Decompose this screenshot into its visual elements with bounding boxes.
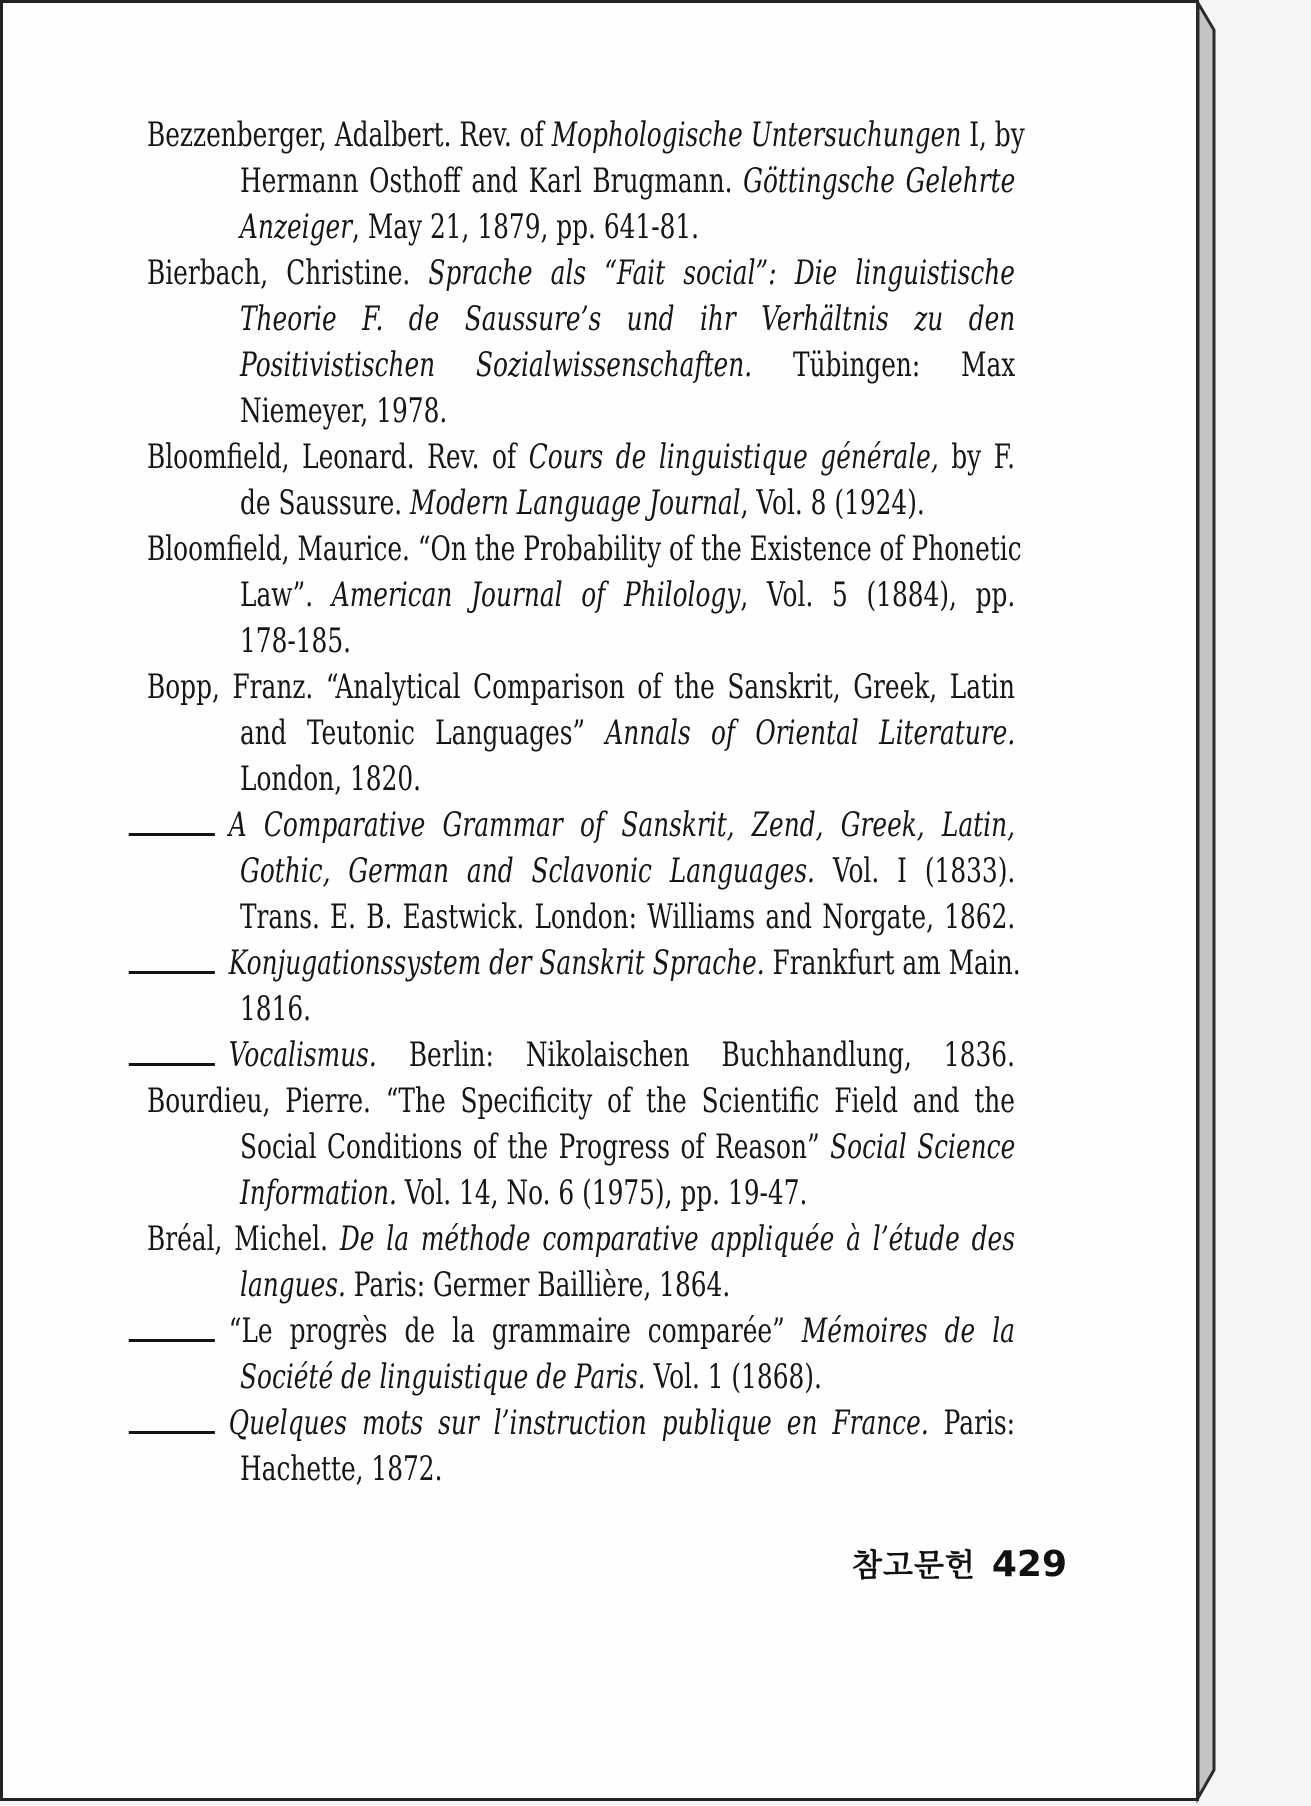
bib-text-segment: Bierbach, Christine.	[147, 253, 429, 293]
bib-text-segment: Gothic, German and Sclavonic Languages.	[240, 851, 815, 891]
bib-text-segment: Bopp, Franz. “Analytical Comparison of the Sanskrit, Greek, Latin	[147, 667, 1015, 707]
bib-entry	[147, 1078, 1015, 1216]
bib-entry	[147, 434, 1015, 526]
bib-line	[147, 664, 1015, 710]
bib-line	[240, 480, 1015, 526]
bib-text-segment: , May 21, 1879, pp. 641-81.	[352, 207, 700, 247]
bib-line	[147, 434, 1015, 480]
bib-entry	[147, 940, 1021, 1032]
bib-line	[240, 204, 1015, 250]
bib-text-segment: Konjugationssystem der Sanskrit Sprache.	[228, 943, 765, 983]
bib-text-segment: Berlin: Nikolaischen Buchhandlung, 1836.	[376, 1035, 1015, 1075]
bib-line	[240, 710, 1015, 756]
bib-line	[147, 1078, 1015, 1124]
same-author-dash	[129, 1431, 215, 1434]
bib-line	[147, 1032, 1015, 1078]
bib-entry	[147, 250, 1015, 434]
bib-entry	[147, 1216, 1015, 1308]
bibliography-list	[147, 112, 1025, 1492]
bib-text-segment: Mophologische Untersuchungen	[551, 115, 962, 155]
page-edge-stack	[1196, 0, 1222, 1806]
bib-entry	[147, 802, 1015, 940]
bib-line	[240, 158, 1015, 204]
bib-line	[240, 1354, 1015, 1400]
bib-text-segment: Vol. 14, No. 6 (1975), pp. 19-47.	[396, 1173, 808, 1213]
bib-text-segment: Social Science	[830, 1127, 1016, 1167]
bib-text-segment: 1816.	[240, 989, 312, 1029]
bib-text-segment: , Vol. 5 (1884), pp.	[740, 575, 1016, 615]
bib-text-segment: Anzeiger	[240, 207, 353, 247]
bib-text-segment: Paris: Germer Baillière, 1864.	[345, 1265, 731, 1305]
bib-text-segment: Bezzenberger, Adalbert. Rev. of	[147, 115, 552, 155]
bib-text-segment: “Le progrès de la grammaire comparée”	[228, 1311, 802, 1351]
bib-text-segment: American Journal of Philology	[331, 575, 741, 615]
bib-line	[240, 1446, 1015, 1492]
bib-text-segment: , Vol. 8 (1924).	[740, 483, 925, 523]
bib-text-segment: London, 1820.	[240, 759, 422, 799]
bib-line	[240, 894, 1015, 940]
bib-line	[240, 1262, 1015, 1308]
bib-text-segment: Hachette, 1872.	[240, 1449, 443, 1489]
bib-line	[240, 388, 1015, 434]
bib-text-segment: Vol. 1 (1868).	[645, 1357, 822, 1397]
bib-text-segment: Hermann Osthoff and Karl Brugmann.	[240, 161, 744, 201]
bib-text-segment: Annals of Oriental Literature.	[605, 713, 1016, 753]
bib-text-segment: de Saussure.	[240, 483, 411, 523]
bib-text-segment: Mémoires de la	[801, 1311, 1015, 1351]
bib-text-segment: 178-185.	[240, 621, 352, 661]
bib-text-segment: Niemeyer, 1978.	[240, 391, 448, 431]
bib-text-segment: Frankfurt am Main.	[764, 943, 1021, 983]
footer-page-number: 429	[991, 1544, 1067, 1585]
bib-text-segment: by F.	[938, 437, 1015, 477]
same-author-dash	[129, 833, 215, 836]
same-author-dash	[129, 971, 215, 974]
bib-line	[147, 940, 1021, 986]
bib-text-segment: Information.	[240, 1173, 397, 1213]
page-edge	[1198, 3, 1214, 1798]
bib-text-segment: I, by	[961, 115, 1025, 155]
bib-text-segment: Positivistischen Sozialwissenschaften.	[240, 345, 753, 385]
bib-line	[147, 802, 1015, 848]
bib-text-segment: Law”.	[240, 575, 332, 615]
bib-line	[240, 1170, 1015, 1216]
bib-line	[147, 250, 1015, 296]
bib-text-segment: Social Conditions of the Progress of Reason”	[240, 1127, 831, 1167]
bib-line	[147, 1400, 1015, 1446]
bib-text-segment: Vol. I (1833).	[814, 851, 1016, 891]
bib-text-segment: Paris:	[928, 1403, 1015, 1443]
same-author-dash	[129, 1339, 215, 1342]
bib-line	[240, 342, 1015, 388]
bib-text-segment: Bloomfield, Leonard. Rev. of	[147, 437, 529, 477]
bib-text-segment: Tübingen: Max	[752, 345, 1016, 385]
bib-line	[240, 572, 1015, 618]
bib-line	[147, 1216, 1015, 1262]
bib-entry	[147, 112, 1025, 250]
bib-text-segment: Bréal, Michel.	[147, 1219, 340, 1259]
bib-line	[147, 1308, 1015, 1354]
bib-text-segment: Cours de linguistique générale,	[528, 437, 939, 477]
bib-entry	[147, 1308, 1015, 1400]
bib-entry	[147, 1400, 1015, 1492]
bib-line	[147, 526, 1022, 572]
bib-text-segment: Trans. E. B. Eastwick. London: Williams and Norgate, 1862.	[240, 897, 1016, 937]
bib-entry	[147, 526, 1022, 664]
bib-line	[240, 618, 1015, 664]
bib-text-segment: Bloomfield, Maurice. “On the Probability of the Existence of Phonetic	[147, 529, 1022, 569]
bib-text-segment: Göttingsche Gelehrte	[743, 161, 1016, 201]
bib-entry	[147, 664, 1015, 802]
bib-text-segment: Sprache als “Fait social”: Die linguistische	[428, 253, 1015, 293]
bib-text-segment: A Comparative Grammar of Sanskrit, Zend, Greek, Latin,	[228, 805, 1015, 845]
bib-text-segment: and Teutonic Languages”	[240, 713, 606, 753]
bib-line	[240, 848, 1015, 894]
bib-line	[240, 986, 1015, 1032]
bib-line	[147, 112, 1025, 158]
bib-text-segment: Société de linguistique de Paris.	[240, 1357, 646, 1397]
bib-line	[240, 756, 1015, 802]
bib-line	[240, 296, 1015, 342]
bib-text-segment: Vocalismus.	[228, 1035, 377, 1075]
footer-section-label: 참고문헌	[852, 1548, 976, 1584]
bib-text-segment: Modern Language Journal	[410, 483, 741, 523]
bib-entry	[147, 1032, 1015, 1078]
bib-text-segment: Bourdieu, Pierre. “The Specificity of the Scientific Field and the	[147, 1081, 1015, 1121]
bib-text-segment: De la méthode comparative appliquée à l’étude des	[339, 1219, 1015, 1259]
bib-text-segment: Theorie F. de Saussure’s und ihr Verhältnis zu den	[240, 299, 1016, 339]
same-author-dash	[129, 1063, 215, 1066]
page-footer	[147, 1540, 1067, 1585]
bib-text-segment: Quelques mots sur l’instruction publique en France.	[228, 1403, 929, 1443]
bib-line	[240, 1124, 1015, 1170]
bib-text-segment: langues.	[240, 1265, 346, 1305]
